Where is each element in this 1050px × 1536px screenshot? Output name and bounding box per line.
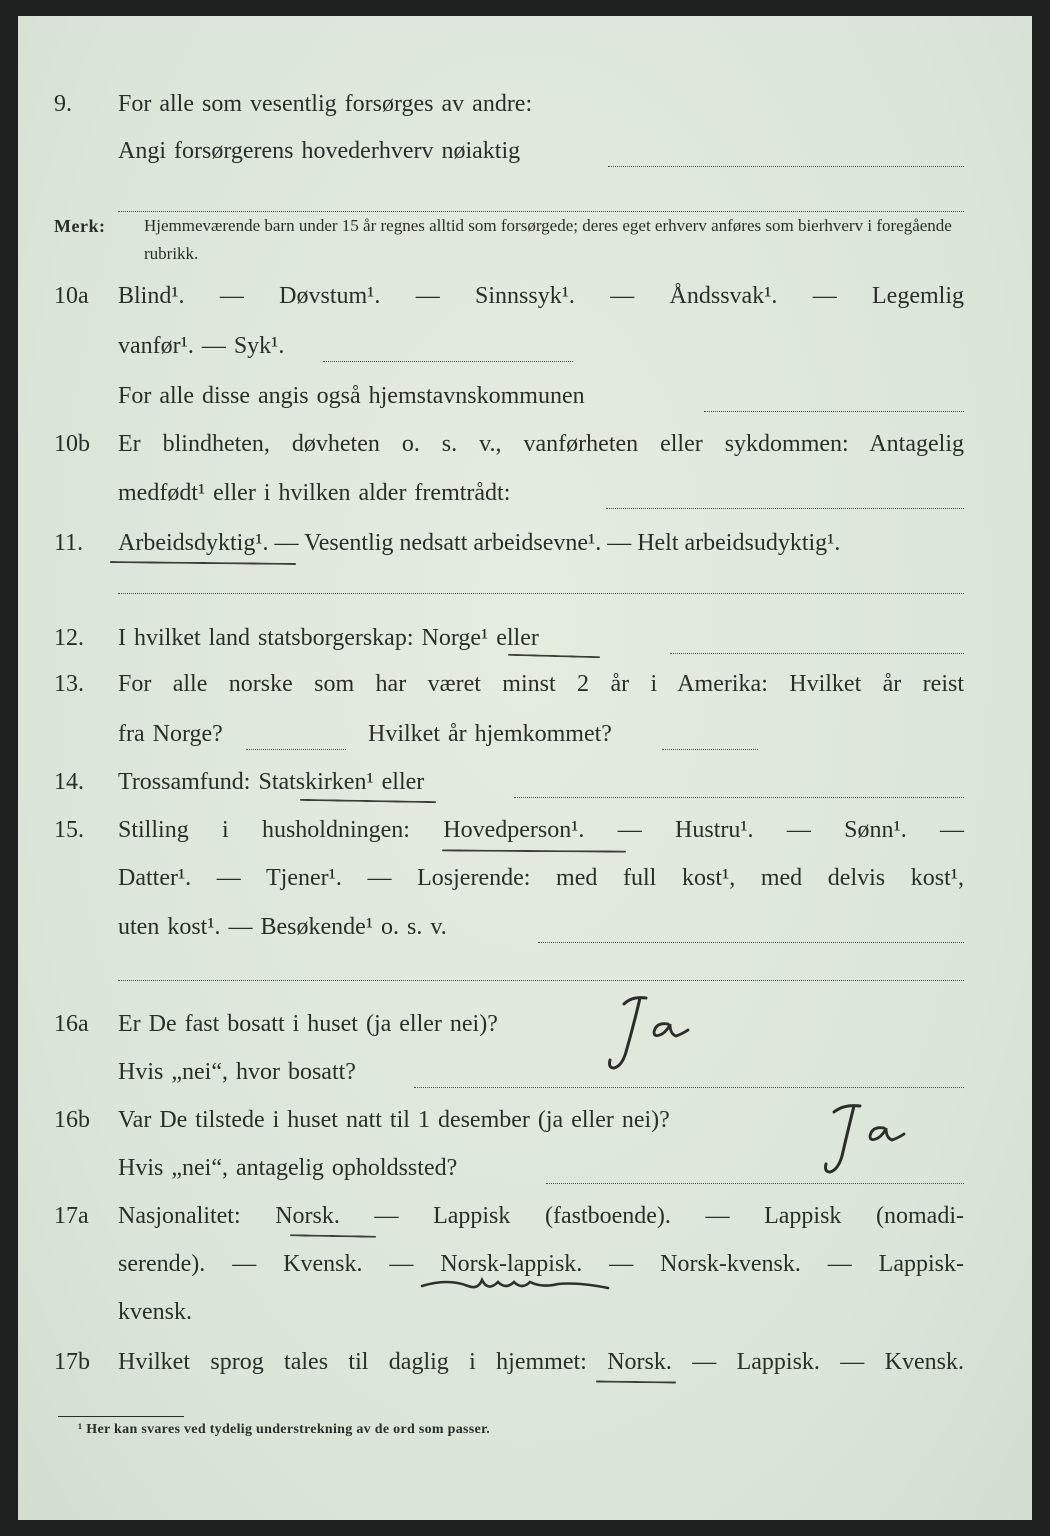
answer-field-14[interactable] <box>514 797 964 798</box>
item-number: 9. <box>54 91 72 117</box>
item-16a-line-2 <box>18 1052 1032 1092</box>
item-number: 17a <box>54 1203 89 1229</box>
handwritten-underline-hovedperson <box>442 849 626 852</box>
item-15-line-3 <box>18 907 1032 947</box>
item-text: Hvilket år hjemkommet? <box>368 721 612 747</box>
item-text: Hvilket sprog tales til daglig i hjemmet: Norsk. — Lappisk. — Kvensk. <box>118 1349 964 1375</box>
item-text: Er blindheten, døvheten o. s. v., vanførheten eller sykdommen: Antagelig <box>118 431 964 457</box>
answer-field-10b[interactable] <box>606 508 964 509</box>
item-number: 15. <box>54 817 84 843</box>
item-text: Stilling i husholdningen: Hovedperson¹. — Hustru¹. — Sønn¹. — <box>118 817 964 843</box>
item-17a <box>18 1196 1032 1236</box>
item-text: kvensk. <box>118 1299 192 1325</box>
item-15-line-2 <box>18 858 1032 898</box>
item-10b <box>18 424 1032 464</box>
answer-field-12[interactable] <box>670 653 964 654</box>
item-text: For alle disse angis også hjemstavnskommunen <box>118 383 585 409</box>
item-16a <box>18 1004 1032 1044</box>
item-9-line-2 <box>18 131 1032 171</box>
item-13 <box>18 664 1032 704</box>
item-text: vanfør¹. — Syk¹. <box>118 333 285 359</box>
handwritten-underline-norsk <box>290 1234 376 1238</box>
item-text: Arbeidsdyktig¹. — Vesentlig nedsatt arbeidsevne¹. — Helt arbeidsudyktig¹. <box>118 530 841 556</box>
footnote-rule <box>58 1416 184 1417</box>
item-text: Angi forsørgerens hovederhverv nøiaktig <box>118 138 521 164</box>
answer-field-16a[interactable] <box>414 1087 964 1088</box>
census-form-page <box>18 16 1032 1520</box>
footnote: ¹ Her kan svares ved tydelig understrekning av de ord som passer. <box>78 1422 491 1437</box>
answer-field-15[interactable] <box>538 942 964 943</box>
answer-field-9[interactable] <box>608 166 964 167</box>
note-text: Hjemmeværende barn under 15 år regnes alltid som forsørgede; deres eget erhverv anføres som bierhverv i foregående rubrikk. <box>144 216 952 263</box>
item-16b-line-2 <box>18 1148 1032 1188</box>
item-13-line-2 <box>18 714 1032 754</box>
answer-field-10a-hjemstavn[interactable] <box>704 411 964 412</box>
answer-field-13-hjemkommet[interactable] <box>662 749 758 750</box>
answer-field-13-reist[interactable] <box>246 749 346 750</box>
item-10b-line-2 <box>18 473 1032 513</box>
item-text: Var De tilstede i huset natt til 1 desember (ja eller nei)? <box>118 1107 670 1133</box>
item-text: Blind¹. — Døvstum¹. — Sinnssyk¹. — Åndssvak¹. — Legemlig <box>118 283 964 309</box>
item-text: uten kost¹. — Besøkende¹ o. s. v. <box>118 914 447 940</box>
item-17a-line-3 <box>18 1292 1032 1332</box>
item-text: Datter¹. — Tjener¹. — Losjerende: med full kost¹, med delvis kost¹, <box>118 865 964 891</box>
item-number: 11. <box>54 530 84 556</box>
item-15 <box>18 810 1032 850</box>
item-text: I hvilket land statsborgerskap: Norge¹ eller <box>118 625 539 651</box>
item-number: 14. <box>54 769 84 795</box>
item-10a <box>18 276 1032 316</box>
answer-field-11[interactable] <box>118 593 964 594</box>
item-number: 10a <box>54 283 89 309</box>
item-number: 16b <box>54 1107 90 1133</box>
item-text: For alle som vesentlig forsørges av andre: <box>118 91 533 117</box>
item-17b <box>18 1342 1032 1382</box>
item-12 <box>18 618 1032 658</box>
item-number: 10b <box>54 431 90 457</box>
item-text: medfødt¹ eller i hvilken alder fremtrådt: <box>118 480 511 506</box>
item-text: Nasjonalitet: Norsk. — Lappisk (fastboende). — Lappisk (nomadi- <box>118 1203 964 1229</box>
item-text: Er De fast bosatt i huset (ja eller nei)? <box>118 1011 498 1037</box>
handwritten-underline-norsk-sprog <box>596 1380 676 1383</box>
item-text: Trossamfund: Statskirken¹ eller <box>118 769 425 795</box>
answer-field-10a-syk[interactable] <box>323 361 573 362</box>
item-number: 13. <box>54 671 84 697</box>
item-number: 17b <box>54 1349 90 1375</box>
item-14 <box>18 762 1032 802</box>
item-number: 16a <box>54 1011 89 1037</box>
item-text: Hvis „nei“, antagelig opholdssted? <box>118 1155 458 1181</box>
answer-field-15-extra[interactable] <box>118 980 964 981</box>
item-text: For alle norske som har været minst 2 år i Amerika: Hvilket år reist <box>118 671 964 697</box>
answer-field-16b[interactable] <box>546 1183 964 1184</box>
item-text: fra Norge? <box>118 721 223 747</box>
item-text: serende). — Kvensk. — Norsk-lappisk. — Norsk-kvensk. — Lappisk- <box>118 1251 964 1277</box>
item-number: 12. <box>54 625 84 651</box>
item-10a-line-2 <box>18 326 1032 366</box>
item-text: Hvis „nei“, hvor bosatt? <box>118 1059 356 1085</box>
item-9 <box>18 84 1032 124</box>
item-11 <box>18 523 1032 563</box>
note-label: Merk: <box>54 216 106 236</box>
item-10a-line-3 <box>18 376 1032 416</box>
